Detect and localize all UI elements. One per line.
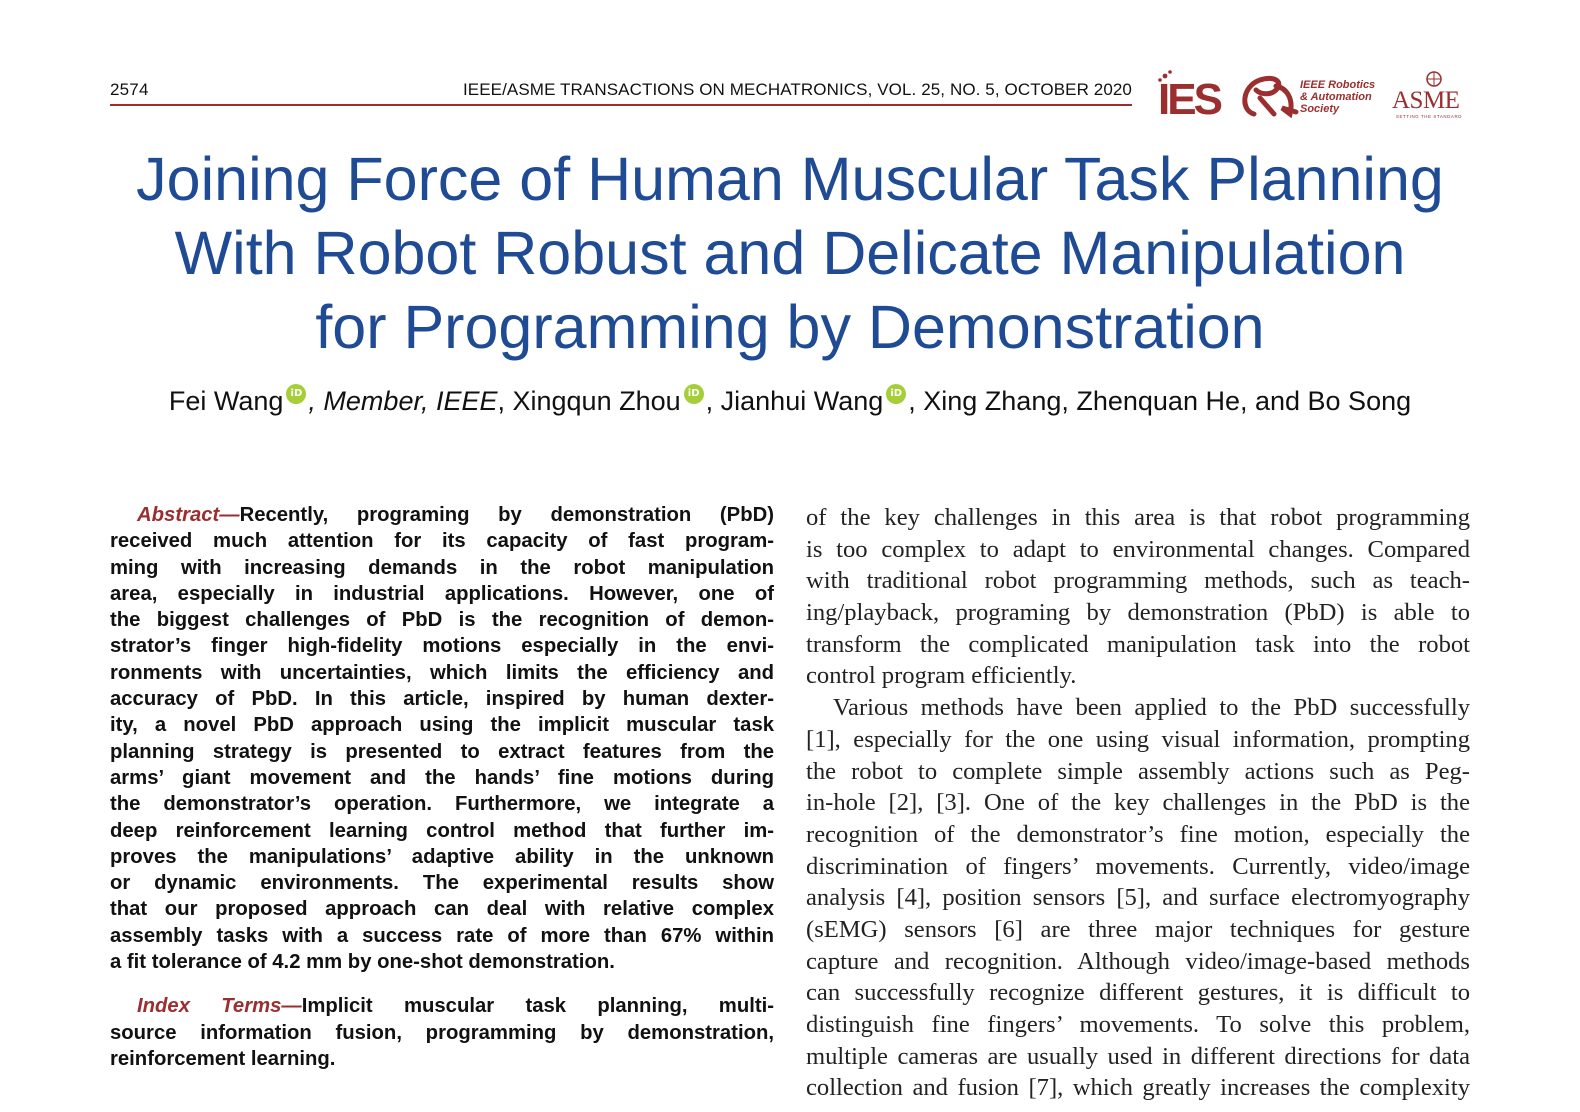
paper-title	[90, 142, 1490, 364]
body-line: discrimination of fingers’ movements. Currently, video/image	[806, 852, 1470, 880]
ras-line2: & Automation	[1300, 91, 1372, 103]
index-terms-line: Index Terms—Implicit muscular task planning, multi-	[137, 995, 774, 1018]
asme-tagline: SETTING THE STANDARD	[1396, 114, 1462, 119]
abstract-line: that our proposed approach can deal with relative complex	[110, 898, 774, 921]
author-name: , Jianhui Wang	[705, 386, 884, 416]
abstract-line: deep reinforcement learning control method that further im-	[110, 819, 774, 842]
body-line: Various methods have been applied to the PbD successfully	[833, 694, 1470, 722]
author-membership: , Member, IEEE	[308, 386, 498, 416]
body-line: analysis [4], position sensors [5], and surface electromyography	[806, 884, 1470, 912]
index-terms-line: reinforcement learning.	[110, 1047, 336, 1070]
ras-logo	[1245, 78, 1375, 115]
abstract-line: Abstract—Recently, programing by demonstration (PbD)	[137, 504, 774, 526]
body-line: recognition of the demonstrator’s fine motion, especially the	[806, 820, 1470, 848]
body-line: transform the complicated manipulation task into the robot	[806, 630, 1470, 658]
asme-logo	[1392, 72, 1462, 119]
index-terms-block	[110, 993, 774, 1072]
abstract-line: ming with increasing demands in the robot manipulation	[110, 556, 774, 579]
ras-line3: Society	[1300, 103, 1340, 115]
asme-logo-text: ASME	[1392, 87, 1460, 114]
orcid-icon[interactable]: iD	[886, 384, 906, 404]
body-line: distinguish fine fingers’ movements. To solve this problem,	[806, 1011, 1470, 1038]
body-line: in-hole [2], [3]. One of the key challenges in the PbD is the	[806, 789, 1470, 817]
abstract-line: the biggest challenges of PbD is the recognition of demon-	[110, 609, 774, 632]
abstract-line: or dynamic environments. The experimental results show	[110, 872, 774, 895]
society-logos	[1156, 68, 1474, 122]
running-header	[110, 78, 1132, 106]
author-name: , Xingqun Zhou	[497, 386, 681, 416]
body-line: [1], especially for the one using visual information, prompting	[806, 725, 1470, 753]
abstract-block	[110, 502, 774, 975]
index-terms-label: Index Terms—	[137, 995, 302, 1018]
ras-line1: IEEE Robotics	[1300, 79, 1376, 91]
author-list	[90, 384, 1490, 417]
body-line: ing/playback, programing by demonstration (PbD) is able to	[806, 599, 1470, 627]
body-line: capture and recognition. Although video/image-based methods	[806, 947, 1470, 975]
title-line-3: for Programming by Demonstration	[315, 293, 1265, 361]
ies-logo	[1158, 70, 1222, 122]
body-line: with traditional robot programming methods, such as teach-	[806, 567, 1470, 595]
body-line: control program efficiently.	[806, 662, 1077, 690]
index-terms-line: source information fusion, programming by demonstration,	[110, 1021, 774, 1044]
page-number: 2574	[110, 80, 149, 99]
abstract-line: area, especially in industrial applications. However, one of	[110, 582, 774, 605]
abstract-line: accuracy of PbD. In this article, inspired by human dexter-	[110, 688, 774, 711]
abstract-label: Abstract—	[137, 504, 240, 526]
abstract-line: ronments with uncertainties, which limits the efficiency and	[110, 661, 774, 684]
orcid-icon[interactable]: iD	[286, 384, 306, 404]
body-line: (sEMG) sensors [6] are three major techniques for gesture	[806, 915, 1470, 943]
abstract-line: planning strategy is presented to extract features from the	[110, 740, 774, 763]
title-line-2: With Robot Robust and Delicate Manipulation	[174, 219, 1406, 287]
body-column	[806, 502, 1470, 1104]
abstract-column	[110, 502, 774, 1072]
abstract-line: proves the manipulations’ adaptive ability in the unknown	[110, 845, 774, 868]
abstract-line: received much attention for its capacity of fast program-	[110, 530, 774, 553]
author-names-rest: , Xing Zhang, Zhenquan He, and Bo Song	[908, 386, 1412, 416]
author-name: Fei Wang	[168, 386, 284, 416]
body-line: collection and fusion [7], which greatly increases the complexity	[806, 1074, 1470, 1102]
body-line: is too complex to adapt to environmental changes. Compared	[806, 535, 1470, 563]
abstract-line: a fit tolerance of 4.2 mm by one-shot demonstration.	[110, 951, 615, 974]
journal-citation: IEEE/ASME TRANSACTIONS ON MECHATRONICS, VOL. 25, NO. 5, OCTOBER 2020	[462, 80, 1132, 99]
body-line: the robot to complete simple assembly actions such as Peg-	[806, 757, 1470, 785]
abstract-line: assembly tasks with a success rate of more than 67% within	[110, 924, 774, 947]
abstract-line: strator’s finger high-fidelity motions especially in the envi-	[110, 635, 774, 658]
title-line-1: Joining Force of Human Muscular Task Planning	[136, 145, 1444, 213]
ies-logo-text: IES	[1158, 75, 1220, 122]
abstract-line: arms’ giant movement and the hands’ fine motions during	[110, 766, 774, 789]
orcid-icon[interactable]: iD	[684, 384, 704, 404]
body-line: multiple cameras are usually used in different directions for data	[806, 1042, 1470, 1070]
body-line: of the key challenges in this area is that robot programming	[806, 504, 1470, 531]
abstract-line: the demonstrator’s operation. Furthermore, we integrate a	[110, 793, 774, 816]
abstract-line: ity, a novel PbD approach using the implicit muscular task	[110, 714, 774, 737]
body-line: can successfully recognize different gestures, it is difficult to	[806, 979, 1470, 1007]
